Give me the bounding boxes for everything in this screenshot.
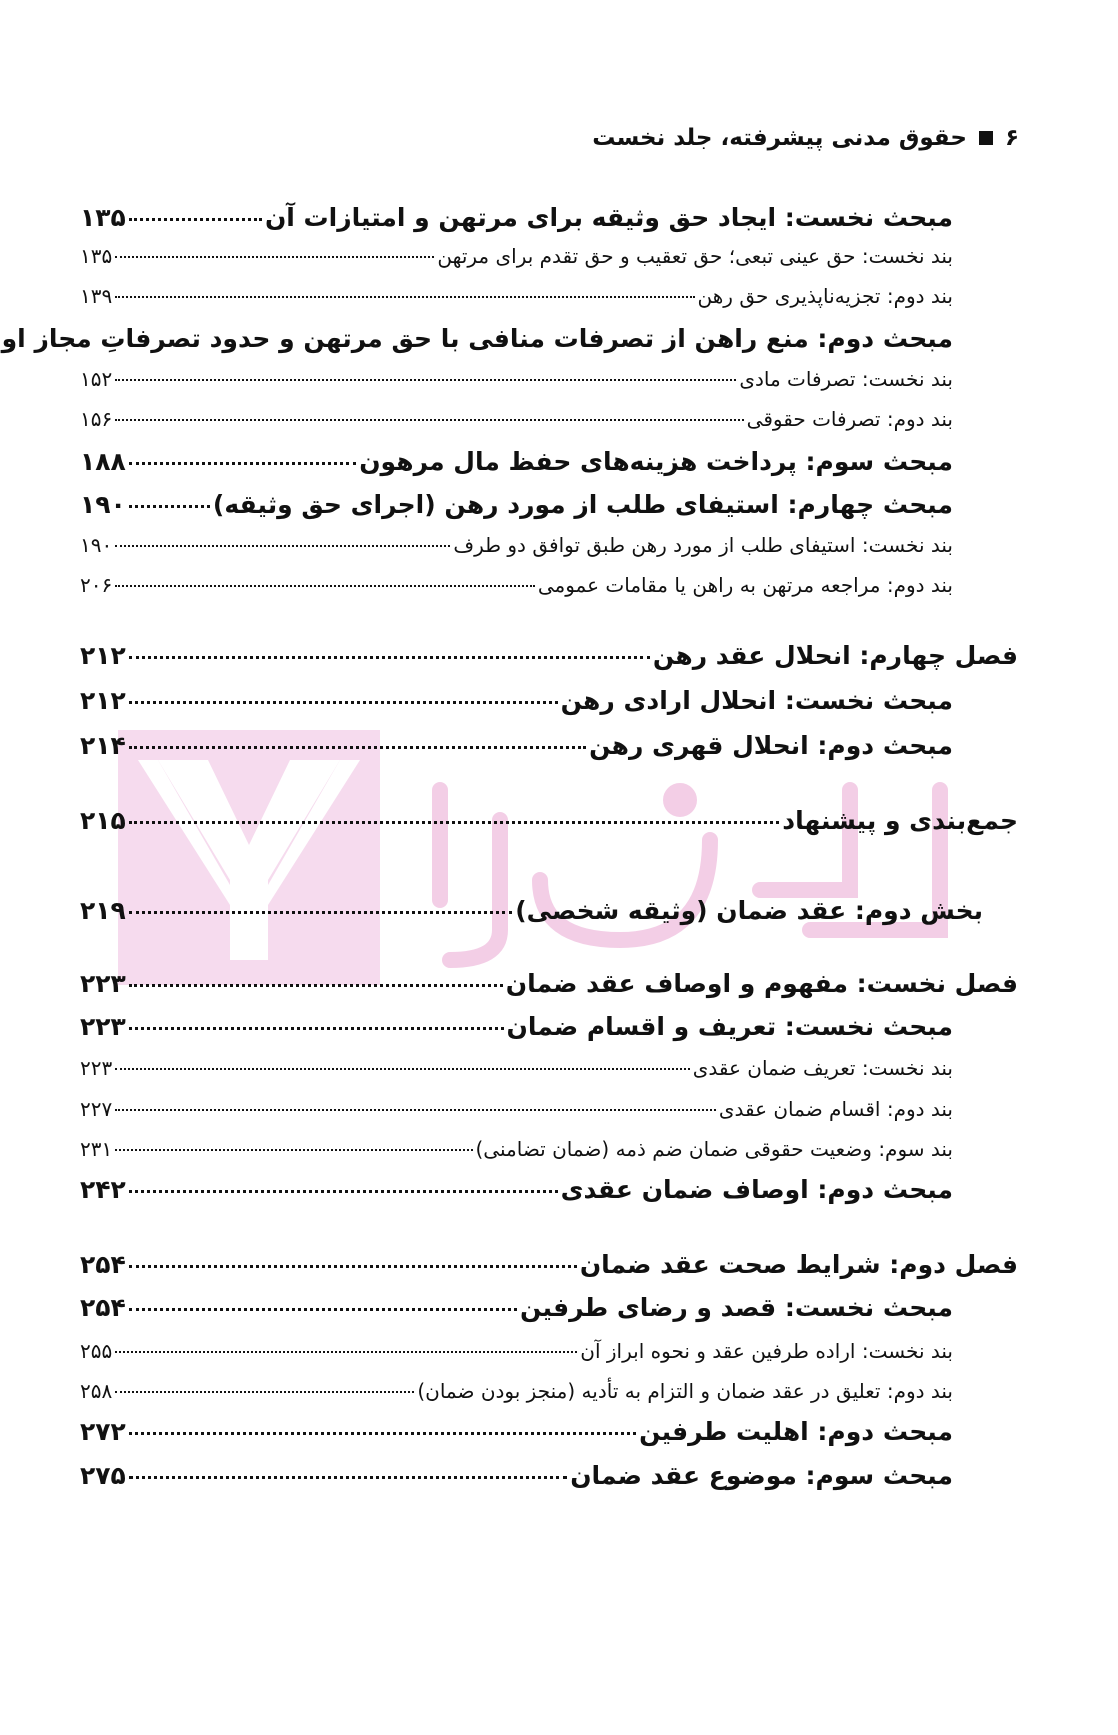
toc-entry-title: بند سوم: وضعیت حقوقی ضمان ضم ذمه (ضمان تضامنی) [475, 1137, 953, 1161]
toc-entry-page: ۲۲۳ [80, 1056, 113, 1080]
dot-leader [115, 1351, 577, 1353]
book-title: حقوق مدنی پیشرفته، جلد نخست [592, 125, 967, 151]
toc-entry-title: بند دوم: تعلیق در عقد ضمان و التزام به تأدیه (منجز بودن ضمان) [417, 1379, 953, 1403]
toc-entry-page: ۱۸۸ [80, 447, 126, 476]
toc-entry-page: ۲۱۵ [80, 806, 126, 835]
toc-entry [80, 490, 953, 519]
toc-entry-title: مبحث دوم: اوصاف ضمان عقدی [560, 1175, 953, 1204]
toc-entry [80, 686, 953, 715]
toc-entry-page: ۲۷۵ [80, 1461, 126, 1490]
toc-entry-title: مبحث نخست: ایجاد حق وثیقه برای مرتهن و امتیازات آن [264, 203, 953, 232]
toc-entry [80, 1417, 953, 1446]
toc-entry-title: مبحث دوم: منع راهن از تصرفات منافی با حق مرتهن و حدود تصرفاتِ مجاز او [1, 324, 953, 353]
toc-entry [80, 1175, 953, 1204]
toc-entry-title: جمع‌بندی و پیشنهاد [782, 806, 1018, 835]
toc-entry-title: بند دوم: تصرفات حقوقی [746, 407, 953, 431]
toc-entry [80, 284, 953, 308]
toc-entry [80, 367, 953, 391]
dot-leader [115, 379, 736, 381]
dot-leader [115, 545, 450, 547]
toc-entry [1, 324, 953, 353]
toc-entry-title: مبحث نخست: انحلال ارادی رهن [560, 686, 953, 715]
dot-leader [115, 296, 694, 298]
toc-entry-page: ۱۳۹ [80, 284, 113, 308]
dot-leader [129, 1190, 558, 1193]
toc-entry-page: ۱۵۶ [80, 407, 113, 431]
toc-entry [80, 806, 1018, 835]
dot-leader [115, 1109, 716, 1111]
toc-entry [80, 731, 953, 760]
toc-entry-page: ۲۱۲ [80, 641, 126, 670]
toc-entry [80, 407, 953, 431]
toc-entry-page: ۲۰۶ [80, 573, 113, 597]
toc-entry-page: ۱۳۵ [80, 203, 126, 232]
toc-entry [80, 573, 953, 597]
dot-leader [129, 218, 262, 221]
toc-entry [80, 641, 1018, 670]
dot-leader [115, 1149, 472, 1151]
dot-leader [129, 1265, 577, 1268]
dot-leader [115, 1068, 689, 1070]
toc-entry [80, 1293, 953, 1322]
toc-entry-page: ۲۲۷ [80, 1097, 113, 1121]
dot-leader [115, 256, 434, 258]
dot-leader [129, 1027, 504, 1030]
dot-leader [129, 746, 586, 749]
toc-entry [80, 447, 953, 476]
toc-entry-title: بند دوم: اقسام ضمان عقدی [718, 1097, 953, 1121]
toc-entry-page: ۲۲۳ [80, 1012, 126, 1041]
page-number: ۶ [1004, 125, 1019, 151]
toc-entry-title: مبحث نخست: تعریف و اقسام ضمان [506, 1012, 953, 1041]
toc-entry [80, 533, 953, 557]
toc-entry-page: ۱۵۲ [80, 367, 113, 391]
toc-entry [80, 1056, 953, 1080]
toc-entry [80, 1339, 953, 1363]
toc-entry-title: مبحث دوم: انحلال قهری رهن [589, 731, 953, 760]
toc-entry-title: بند نخست: استیفای طلب از مورد رهن طبق توافق دو طرف [453, 533, 953, 557]
toc-entry [80, 969, 1018, 998]
dot-leader [129, 505, 210, 508]
toc-entry-page: ۲۵۸ [80, 1379, 113, 1403]
toc-entry-title: بند نخست: تعریف ضمان عقدی [692, 1056, 953, 1080]
toc-entry-page: ۲۳۱ [80, 1137, 113, 1161]
dot-leader [129, 911, 512, 914]
toc-entry [80, 1012, 953, 1041]
toc-entry-page: ۲۲۳ [80, 969, 126, 998]
dot-leader [129, 1432, 636, 1435]
toc-entry-page: ۲۷۲ [80, 1417, 126, 1446]
dot-leader [129, 984, 503, 987]
toc-entry-title: مبحث دوم: اهلیت طرفین [639, 1417, 953, 1446]
dot-leader [129, 701, 558, 704]
toc-entry-page: ۱۳۵ [80, 244, 113, 268]
toc-entry [80, 203, 953, 232]
toc-entry-page: ۲۱۴ [80, 731, 126, 760]
toc-entry [80, 1137, 953, 1161]
toc-entry-title: مبحث نخست: قصد و رضای طرفین [520, 1293, 953, 1322]
toc-entry [80, 1250, 1018, 1279]
toc-entry-title: مبحث چهارم: استیفای طلب از مورد رهن (اجرای حق وثیقه) [212, 490, 953, 519]
toc-entry-page: ۲۱۹ [80, 896, 126, 925]
toc-entry-page: ۲۱۲ [80, 686, 126, 715]
toc-entry-page: ۱۹۰ [80, 490, 126, 519]
dot-leader [129, 821, 780, 824]
dot-leader [115, 419, 743, 421]
toc-entry-page: ۲۵۴ [80, 1293, 126, 1322]
dot-leader [115, 585, 535, 587]
toc-entry-title: فصل چهارم: انحلال عقد رهن [652, 641, 1018, 670]
toc-entry [80, 1461, 953, 1490]
toc-entry-title: بخش دوم: عقد ضمان (وثیقه شخصی) [515, 896, 983, 925]
toc-entry [80, 1097, 953, 1121]
toc-entry-page: ۱۹۰ [80, 533, 113, 557]
toc-entry [80, 896, 983, 925]
dot-leader [115, 1391, 414, 1393]
toc-entry-title: بند نخست: تصرفات مادی [739, 367, 953, 391]
dot-leader [129, 1308, 517, 1311]
toc-entry-title: فصل نخست: مفهوم و اوصاف عقد ضمان [505, 969, 1018, 998]
toc-entry-title: بند دوم: تجزیه‌ناپذیری حق رهن [697, 284, 953, 308]
toc-entry [80, 1379, 953, 1403]
toc-entry-page: ۲۵۴ [80, 1250, 126, 1279]
toc-entry-title: مبحث سوم: موضوع عقد ضمان [570, 1461, 953, 1490]
toc-entry-title: مبحث سوم: پرداخت هزینه‌های حفظ مال مرهون [359, 447, 953, 476]
toc-entry-page: ۲۴۲ [80, 1175, 126, 1204]
toc-entry-page: ۲۵۵ [80, 1339, 113, 1363]
dot-leader [129, 1476, 567, 1479]
toc-entry [80, 244, 953, 268]
toc-entry-title: بند دوم: مراجعه مرتهن به راهن یا مقامات عمومی [537, 573, 953, 597]
toc-entry-title: فصل دوم: شرایط صحت عقد ضمان [579, 1250, 1018, 1279]
toc-entry-title: بند نخست: اراده طرفین عقد و نحوه ابراز آن [580, 1339, 953, 1363]
toc-entry-title: بند نخست: حق عینی تبعی؛ حق تعقیب و حق تقدم برای مرتهن [437, 244, 953, 268]
dot-leader [129, 656, 650, 659]
dot-leader [129, 462, 356, 465]
